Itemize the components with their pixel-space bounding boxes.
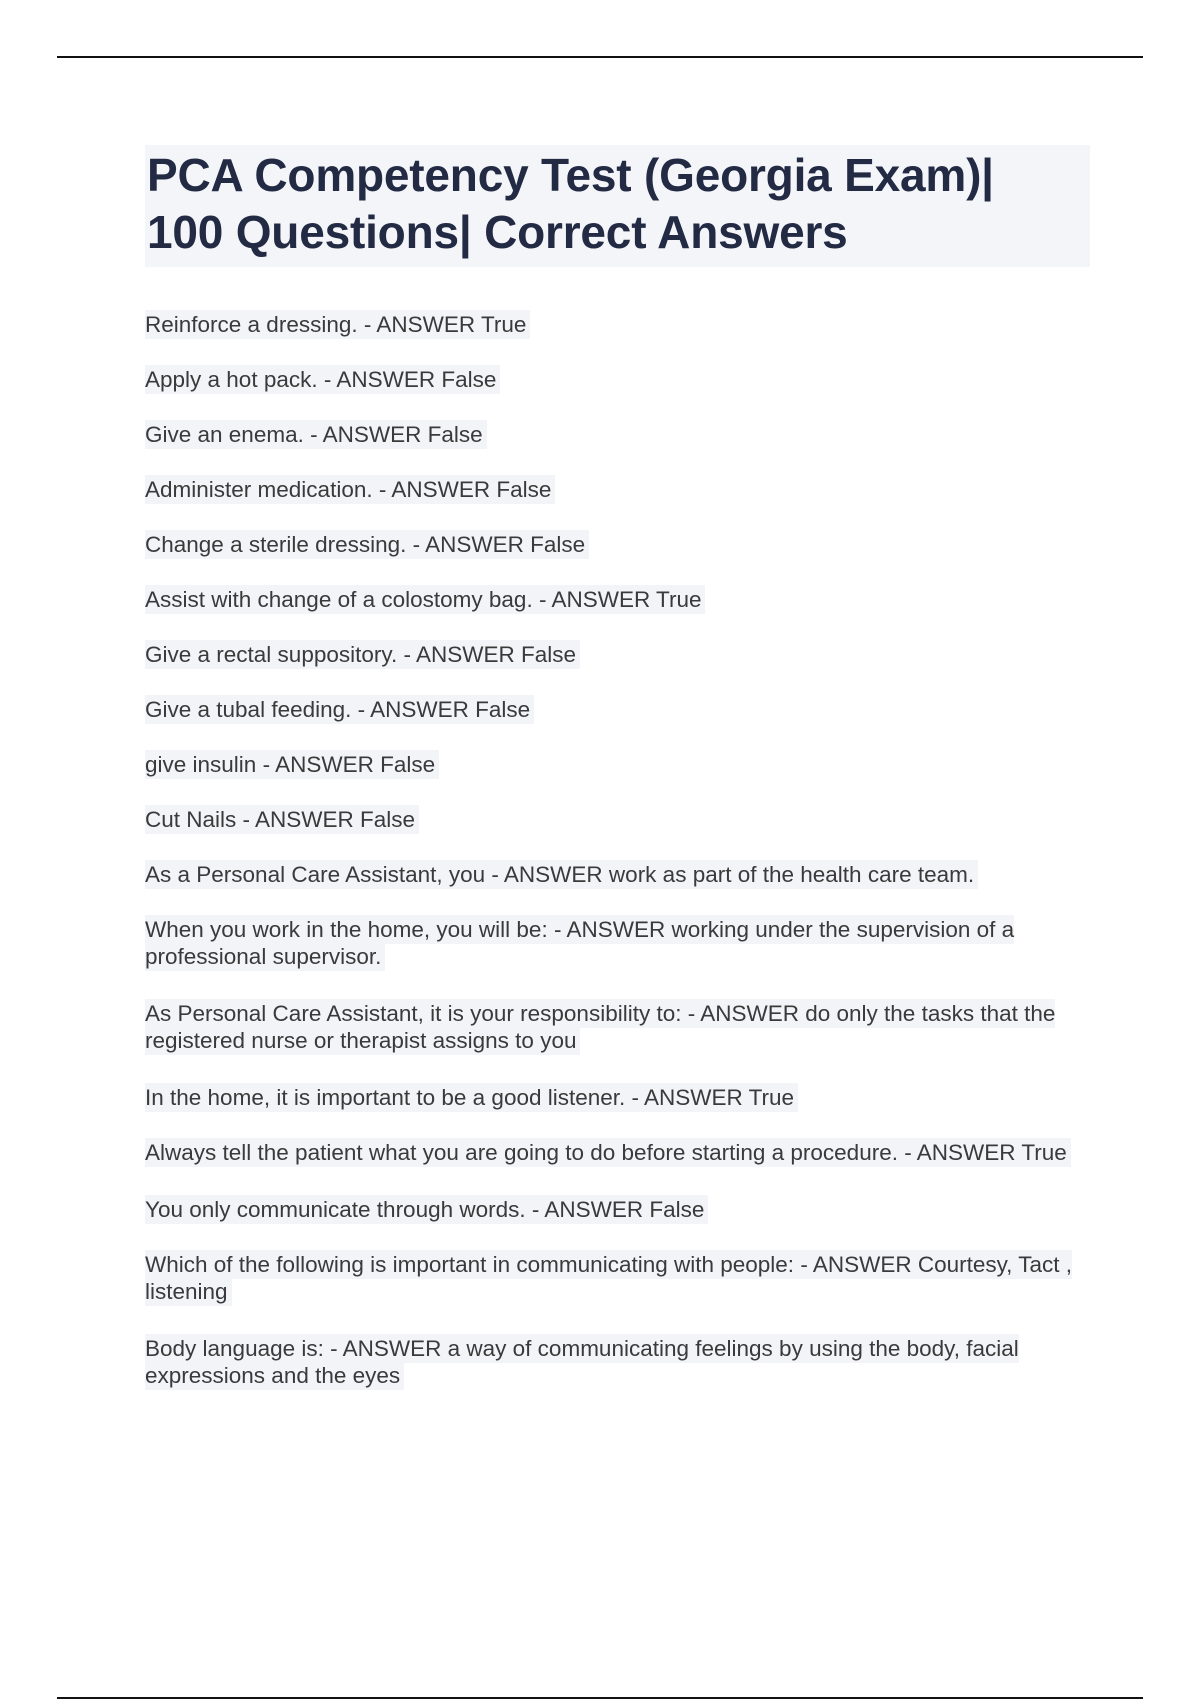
qa-item xyxy=(145,1084,1090,1111)
qa-item xyxy=(145,696,1090,723)
qa-item xyxy=(145,476,1090,503)
qa-item xyxy=(145,641,1090,668)
qa-item xyxy=(145,1000,1090,1054)
qa-text: As Personal Care Assistant, it is your responsibility to: - ANSWER do only the tasks that the registered nurse or therapist assigns to you xyxy=(145,1001,1056,1053)
qa-item xyxy=(145,1335,1090,1389)
header-rule xyxy=(57,56,1143,58)
qa-text: Change a sterile dressing. - ANSWER False xyxy=(145,530,589,559)
qa-item xyxy=(145,311,1090,338)
qa-text: Give an enema. - ANSWER False xyxy=(145,420,487,449)
document-body xyxy=(145,145,1090,1419)
qa-item xyxy=(145,916,1090,970)
qa-text: Cut Nails - ANSWER False xyxy=(145,805,419,834)
qa-item xyxy=(145,806,1090,833)
qa-item xyxy=(145,421,1090,448)
qa-list xyxy=(145,311,1090,1389)
qa-text: give insulin - ANSWER False xyxy=(145,750,439,779)
qa-item xyxy=(145,586,1090,613)
qa-text: Reinforce a dressing. - ANSWER True xyxy=(145,310,530,339)
qa-text: Body language is: - ANSWER a way of communicating feelings by using the body, facial expressions and the eyes xyxy=(145,1336,1019,1388)
qa-text: Give a tubal feeding. - ANSWER False xyxy=(145,695,534,724)
qa-text: Give a rectal suppository. - ANSWER False xyxy=(145,640,580,669)
qa-text: Which of the following is important in communicating with people: - ANSWER Courtesy, Tact , listening xyxy=(145,1252,1073,1304)
qa-text: Assist with change of a colostomy bag. - ANSWER True xyxy=(145,585,705,614)
qa-item xyxy=(145,366,1090,393)
qa-item xyxy=(145,861,1090,888)
qa-item xyxy=(145,1139,1090,1166)
qa-text: Apply a hot pack. - ANSWER False xyxy=(145,365,500,394)
qa-text: When you work in the home, you will be: - ANSWER working under the supervision of a professional supervisor. xyxy=(145,917,1015,969)
page-title xyxy=(147,147,1084,261)
qa-item xyxy=(145,1196,1090,1223)
qa-item xyxy=(145,531,1090,558)
page-title-line-2: 100 Questions| Correct Answers xyxy=(147,206,848,258)
footer-rule xyxy=(57,1697,1143,1699)
qa-text: Administer medication. - ANSWER False xyxy=(145,475,555,504)
qa-item xyxy=(145,751,1090,778)
page-title-line-1: PCA Competency Test (Georgia Exam)| xyxy=(147,149,994,201)
title-block xyxy=(145,145,1090,267)
qa-text: Always tell the patient what you are going to do before starting a procedure. - ANSWER True xyxy=(145,1138,1071,1167)
qa-text: As a Personal Care Assistant, you - ANSWER work as part of the health care team. xyxy=(145,860,978,889)
qa-item xyxy=(145,1251,1090,1305)
qa-text: In the home, it is important to be a good listener. - ANSWER True xyxy=(145,1083,798,1112)
qa-text: You only communicate through words. - ANSWER False xyxy=(145,1195,708,1224)
